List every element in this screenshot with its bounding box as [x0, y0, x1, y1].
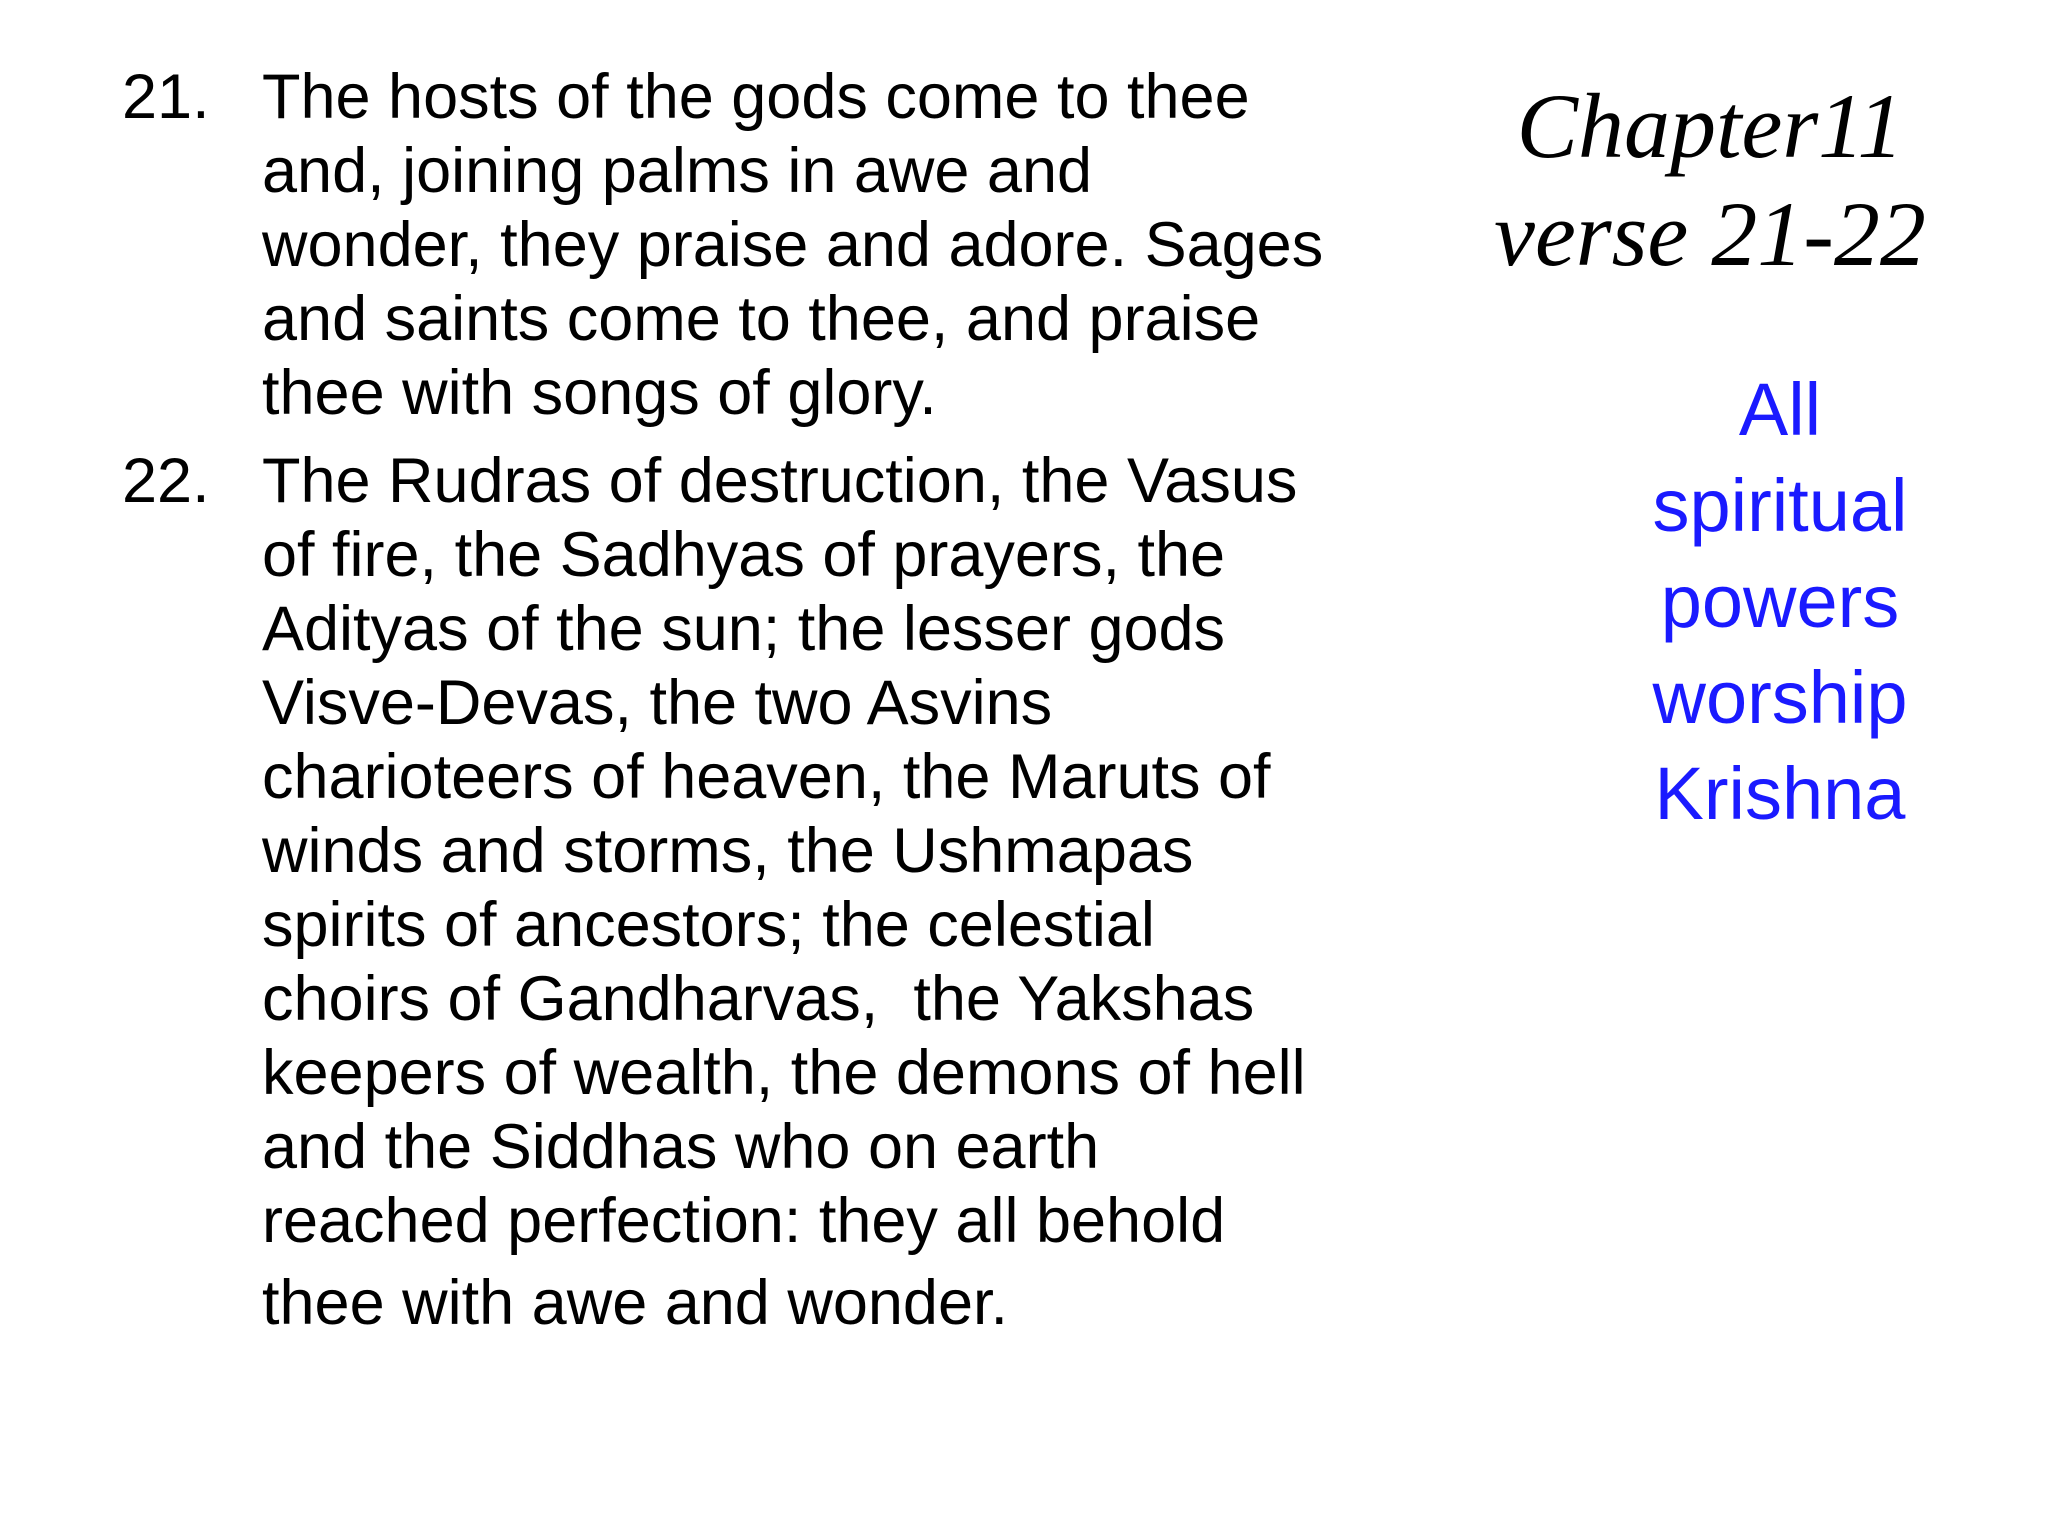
verse-line: spirits of ancestors; the celestial — [262, 890, 1155, 960]
verse-number: 22. — [122, 446, 210, 516]
verse-number: 21. — [122, 62, 210, 132]
verse-line: keepers of wealth, the demons of hell — [262, 1038, 1306, 1108]
verse-22 — [122, 444, 1442, 1340]
verse-line: The Rudras of destruction, the Vasus — [262, 446, 1298, 516]
summary-line: All — [1738, 368, 1822, 451]
verse-line: and saints come to thee, and praise — [262, 284, 1261, 354]
chapter-title — [1460, 72, 1960, 288]
summary-line: spiritual — [1652, 464, 1908, 547]
verse-line: charioteers of heaven, the Maruts of — [262, 742, 1271, 812]
verse-text — [262, 444, 1442, 1340]
verse-list — [122, 60, 1442, 1354]
verse-line: wonder, they praise and adore. Sages — [262, 210, 1324, 280]
verse-line: thee with songs of glory. — [262, 358, 937, 428]
verse-line: The hosts of the gods come to thee — [262, 62, 1250, 132]
summary-line: worship — [1652, 656, 1908, 739]
summary-line: powers — [1660, 560, 1900, 643]
verse-line: choirs of Gandharvas, the Yakshas — [262, 964, 1255, 1034]
verse-line: of fire, the Sadhyas of prayers, the — [262, 520, 1226, 590]
verse-text — [262, 60, 1442, 430]
verse-line: and the Siddhas who on earth — [262, 1112, 1100, 1182]
verse-21 — [122, 60, 1442, 430]
verse-line: Visve-Devas, the two Asvins — [262, 668, 1053, 738]
chapter-title-line: Chapter11 — [1516, 75, 1904, 177]
verse-line: Adityas of the sun; the lesser gods — [262, 594, 1226, 664]
chapter-verse-range: verse 21-22 — [1494, 183, 1926, 285]
verse-line: reached perfection: they all behold — [262, 1186, 1226, 1256]
summary-caption — [1600, 362, 1960, 842]
summary-line: Krishna — [1654, 752, 1906, 835]
verse-line: winds and storms, the Ushmapas — [262, 816, 1194, 886]
verse-line: thee with awe and wonder. — [262, 1268, 1009, 1338]
verse-line: and, joining palms in awe and — [262, 136, 1093, 206]
